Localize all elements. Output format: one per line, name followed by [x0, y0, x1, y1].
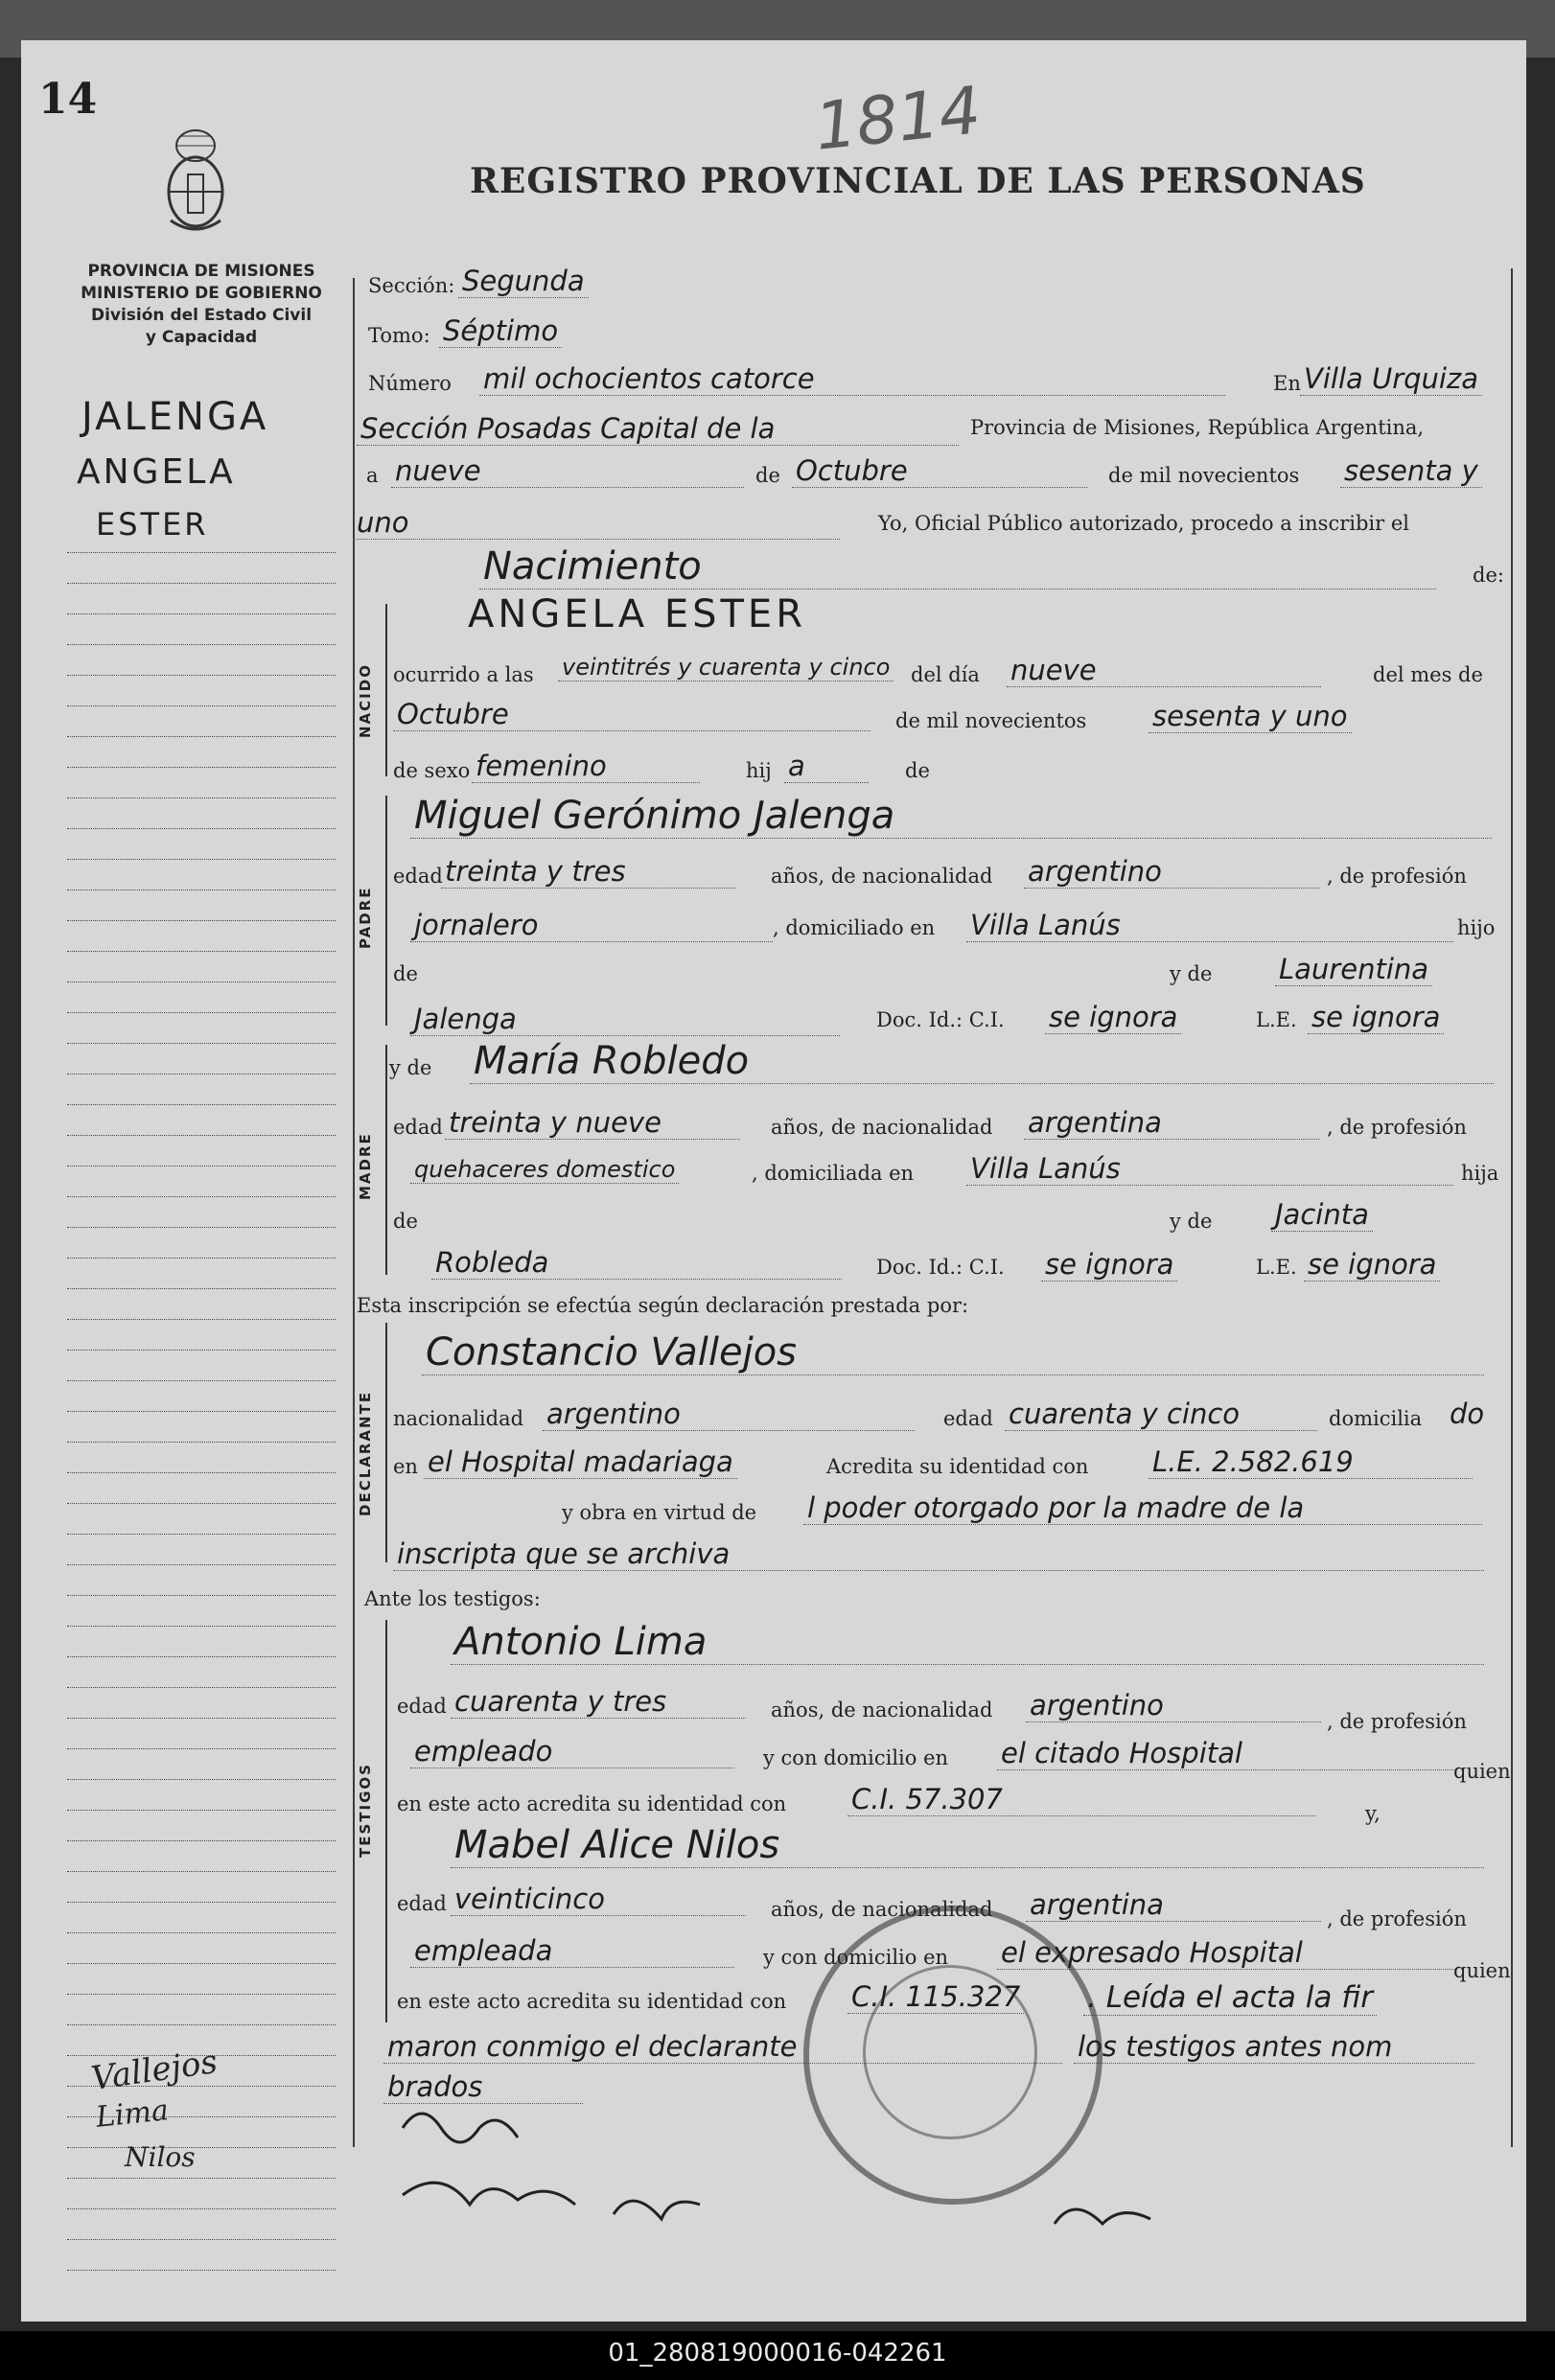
margin-rule-line [67, 1227, 336, 1228]
padre-profesion: jornalero [410, 909, 773, 942]
margin-rule-line [67, 1748, 336, 1749]
testigo1-quien: quien [1453, 1760, 1511, 1783]
margin-rule-line [67, 675, 336, 676]
coat-of-arms-icon [161, 125, 230, 240]
de-label: de [755, 464, 780, 487]
page-number: 14 [38, 75, 98, 124]
declarante-en-label: en [393, 1455, 418, 1478]
cierre-line-2: maron conmigo el declarante [383, 2030, 1062, 2064]
padre-bracket [385, 796, 387, 1026]
margin-rule-line [67, 2239, 336, 2240]
margin-rule-line [67, 951, 336, 952]
padre-edad: treinta y tres [441, 855, 736, 889]
cierre-line-3: los testigos antes nom [1074, 2030, 1474, 2064]
agency-line-2: MINISTERIO DE GOBIERNO [81, 284, 322, 303]
margin-rule-line [67, 1564, 336, 1565]
margin-rule-line [67, 2208, 336, 2209]
padre-edad-label: edad [393, 865, 443, 888]
numero-label: Número [368, 372, 452, 395]
margin-rule-line [67, 1534, 336, 1535]
hij-value: a [784, 750, 869, 783]
declarante-virtud-label: y obra en virtud de [562, 1501, 757, 1524]
madre-doc-label: Doc. Id.: C.I. [876, 1256, 1005, 1279]
margin-rule-line [67, 1258, 336, 1259]
declarante-domicilio: el Hospital madariaga [424, 1445, 737, 1479]
margin-rule-line [67, 1656, 336, 1657]
margin-rule-line [67, 1810, 336, 1811]
agency-line-3: División del Estado Civil [90, 306, 313, 325]
margin-rule-line [67, 1932, 336, 1933]
a-label: a [366, 464, 379, 487]
nacido-dia-value: nueve [1007, 654, 1321, 687]
madre-y-de-label: y de [389, 1056, 432, 1079]
testigo1-dom: el citado Hospital [997, 1737, 1455, 1770]
testigo2-prof: empleada [410, 1934, 734, 1968]
padre-le-label: L.E. [1256, 1008, 1297, 1031]
margin-rule-line [67, 859, 336, 860]
testigo2-edad-label: edad [397, 1892, 447, 1915]
margin-middle-name: ESTER [96, 506, 209, 543]
madre-madre-apellido: Robleda [431, 1246, 842, 1280]
margin-signature-3: Nilos [125, 2141, 196, 2173]
right-column-rule [1511, 268, 1513, 2147]
testigos-bracket [385, 1620, 387, 2022]
declarante-dom-cont: do [1450, 1398, 1485, 1430]
margin-rule-line [67, 1196, 336, 1197]
padre-yde-label: y de [1170, 962, 1213, 985]
margin-rule-line [67, 2147, 336, 2148]
signature-testigo-1 [403, 2183, 575, 2205]
margin-rule-line [67, 2270, 336, 2271]
margin-rule-line [67, 1135, 336, 1136]
margin-rule-line [67, 797, 336, 798]
testigo2-acredita: en este acto acredita su identidad con [397, 1990, 787, 2013]
padre-nombre: Miguel Gerónimo Jalenga [410, 794, 1492, 839]
margin-rule-line [67, 1718, 336, 1719]
padre-madre-nombre: Laurentina [1275, 953, 1432, 986]
madre-bracket [385, 1045, 387, 1275]
padre-hijo-label: hijo [1457, 916, 1496, 939]
seccion-posadas-value: Sección Posadas Capital de la [357, 412, 959, 446]
padre-doc-label: Doc. Id.: C.I. [876, 1008, 1005, 1031]
testigo1-nac-label: años, de nacionalidad [771, 1698, 993, 1721]
nacido-bracket [385, 604, 387, 776]
testigo1-acredita: en este acto acredita su identidad con [397, 1792, 787, 1815]
margin-rule-line [67, 1994, 336, 1995]
nacido-mes-value: Octubre [393, 698, 870, 731]
nacido-anio-value: sesenta y uno [1149, 700, 1352, 733]
declarante-nombre: Constancio Vallejos [422, 1330, 1484, 1375]
margin-first-name: ANGELA [77, 452, 236, 492]
seccion-value: Segunda [458, 265, 589, 298]
oficial-text: Yo, Oficial Público autorizado, procedo a inscribir el [878, 512, 1409, 535]
margin-rule-line [67, 552, 336, 553]
margin-rule-line [67, 1963, 336, 1964]
margin-rule-line [67, 920, 336, 921]
margin-rule-line [67, 1595, 336, 1596]
madre-nac-label: años, de nacionalidad [771, 1116, 993, 1139]
nacido-de-label: de [905, 759, 930, 782]
dia-value: nueve [391, 454, 744, 488]
agency-line-1: PROVINCIA DE MISIONES [87, 262, 315, 281]
madre-ci: se ignora [1041, 1248, 1177, 1282]
en-label: En [1273, 372, 1301, 395]
margin-rule-line [67, 1871, 336, 1872]
madre-section-label: MADRE [357, 1132, 374, 1200]
margin-rule-line [67, 2024, 336, 2025]
madre-madre-nombre: Jacinta [1271, 1198, 1373, 1232]
declarante-virtud: l poder otorgado por la madre de la [803, 1491, 1482, 1525]
testigo2-nombre: Mabel Alice Nilos [451, 1823, 1484, 1868]
margin-rule-line [67, 1840, 336, 1841]
madre-le-label: L.E. [1256, 1256, 1297, 1279]
madre-profesion: quehaceres domestico [410, 1156, 679, 1184]
margin-surname: JALENGA [81, 395, 269, 439]
margin-rule-line [67, 1288, 336, 1289]
testigo2-nac: argentina [1026, 1888, 1321, 1922]
testigo2-quien: quien [1453, 1959, 1511, 1982]
del-mes-label: del mes de [1373, 663, 1483, 686]
register-number: 1814 [811, 73, 985, 166]
madre-yde-label: y de [1170, 1210, 1213, 1233]
cierre-line-1: . Leída el acta la fir [1083, 1980, 1377, 2016]
testigos-section-label: TESTIGOS [357, 1763, 374, 1858]
margin-signature-2: Lima [94, 2093, 171, 2135]
declarante-edad: cuarenta y cinco [1005, 1398, 1317, 1431]
madre-edad: treinta y nueve [445, 1106, 740, 1140]
mes-value: Octubre [792, 454, 1087, 488]
margin-rule-line [67, 1687, 336, 1688]
margin-rule-line [67, 1442, 336, 1443]
margin-rule-line [67, 1380, 336, 1381]
margin-rule-line [67, 583, 336, 584]
anio-label: de mil novecientos [1108, 464, 1300, 487]
left-column-rule [353, 278, 355, 2147]
signature-oficial [1055, 2209, 1150, 2224]
margin-rule-line [67, 828, 336, 829]
margin-rule-line [67, 1012, 336, 1013]
nacido-section-label: NACIDO [357, 663, 374, 738]
file-id: 01_280819000016-042261 [608, 2339, 947, 2368]
margin-rule-line [67, 613, 336, 614]
anio-value: sesenta y [1340, 454, 1482, 488]
cierre-line-4: brados [383, 2070, 583, 2104]
margin-rule-line [67, 1319, 336, 1320]
padre-de-label: de [393, 962, 418, 985]
margin-rule-line [67, 1779, 336, 1780]
tipo-acta-value: Nacimiento [479, 544, 1436, 589]
padre-domicilio: Villa Lanús [966, 909, 1453, 942]
margin-rule-line [67, 1503, 336, 1504]
padre-dom-label: , domiciliado en [773, 916, 936, 939]
margin-rule-line [67, 705, 336, 706]
margin-rule-line [67, 1472, 336, 1473]
padre-madre-apellido: Jalenga [410, 1003, 840, 1036]
testigo1-nac: argentino [1026, 1689, 1321, 1722]
declaracion-intro: Esta inscripción se efectúa según declaración prestada por: [357, 1294, 969, 1317]
margin-rule-line [67, 1350, 336, 1351]
testigo1-prof-label: , de profesión [1327, 1710, 1467, 1733]
sexo-value: femenino [472, 750, 700, 783]
declarante-bracket [385, 1323, 387, 1562]
margin-rule-line [67, 1043, 336, 1044]
testigo1-edad-label: edad [397, 1695, 447, 1718]
ocurrido-label: ocurrido a las [393, 663, 534, 686]
testigo2-edad: veinticinco [451, 1883, 746, 1916]
madre-de-label: de [393, 1210, 418, 1233]
testigo2-nac-label: años, de nacionalidad [771, 1898, 993, 1921]
margin-rule-line [67, 1166, 336, 1167]
testigo1-dom-label: y con domicilio en [763, 1746, 949, 1769]
testigo2-doc: C.I. 115.327 [847, 1980, 1024, 2014]
signature-testigo-2 [614, 2201, 700, 2219]
inscribed-name: ANGELA ESTER [468, 592, 806, 636]
madre-le: se ignora [1304, 1248, 1440, 1282]
numero-value: mil ochocientos catorce [479, 362, 1225, 396]
tomo-value: Séptimo [439, 314, 562, 348]
tomo-label: Tomo: [368, 324, 430, 347]
testigo2-dom: el expresado Hospital [997, 1936, 1455, 1970]
declarante-edad-label: edad [943, 1407, 993, 1430]
declarante-doc: L.E. 2.582.619 [1149, 1445, 1473, 1479]
margin-rule-line [67, 767, 336, 768]
padre-le: se ignora [1308, 1001, 1444, 1034]
padre-ci: se ignora [1045, 1001, 1181, 1034]
testigos-intro: Ante los testigos: [364, 1587, 541, 1610]
margin-rule-line [67, 1411, 336, 1412]
document-title: REGISTRO PROVINCIAL DE LAS PERSONAS [470, 161, 1366, 201]
padre-nacionalidad: argentino [1024, 855, 1319, 889]
testigo1-doc: C.I. 57.307 [847, 1783, 1315, 1816]
hora-value: veintitrés y cuarenta y cinco [558, 654, 894, 682]
madre-edad-label: edad [393, 1116, 443, 1139]
testigo1-edad: cuarenta y tres [451, 1685, 746, 1719]
margin-rule-line [67, 1902, 336, 1903]
seccion-label: Sección: [368, 274, 455, 297]
testigo2-dom-label: y con domicilio en [763, 1946, 949, 1969]
testigo1-nombre: Antonio Lima [451, 1620, 1484, 1665]
agency-header [67, 261, 336, 349]
lugar-value: Villa Urquiza [1300, 362, 1482, 396]
madre-nombre: María Robledo [470, 1039, 1494, 1084]
madre-hija-label: hija [1461, 1162, 1499, 1185]
madre-nacionalidad: argentina [1024, 1106, 1319, 1140]
declarante-section-label: DECLARANTE [357, 1390, 374, 1516]
margin-rule-line [67, 2178, 336, 2179]
provincia-text: Provincia de Misiones, República Argentina, [970, 416, 1425, 439]
declarante-virtud-cont: inscripta que se archiva [393, 1537, 1484, 1571]
anio-value-cont: uno [353, 506, 840, 540]
del-dia-label: del día [911, 663, 980, 686]
de-colon-label: de: [1473, 564, 1504, 587]
declarante-dom-label: domicilia [1329, 1407, 1423, 1430]
declarante-nacionalidad: argentino [543, 1398, 915, 1431]
agency-line-4: y Capacidad [145, 328, 258, 347]
margin-rule-line [67, 644, 336, 645]
testigo-y-label: y, [1365, 1802, 1381, 1825]
padre-section-label: PADRE [357, 886, 374, 949]
testigo2-prof-label: , de profesión [1327, 1907, 1467, 1930]
madre-prof-label: , de profesión [1327, 1116, 1467, 1139]
margin-rule-line [67, 1626, 336, 1627]
nacido-anio-label: de mil novecientos [895, 709, 1087, 732]
testigo1-prof: empleado [410, 1735, 734, 1768]
madre-dom-label: , domiciliada en [752, 1162, 915, 1185]
margin-rule-line [67, 736, 336, 737]
padre-prof-label: , de profesión [1327, 865, 1467, 888]
signature-declarante [403, 2114, 518, 2142]
hij-label: hij [746, 759, 772, 782]
declarante-acredita: Acredita su identidad con [826, 1455, 1089, 1478]
margin-rule-line [67, 1104, 336, 1105]
margin-signature-1: Vallejos [88, 2043, 220, 2098]
madre-domicilio: Villa Lanús [966, 1152, 1453, 1186]
signatures-area [383, 2090, 1486, 2262]
sexo-label: de sexo [393, 759, 471, 782]
padre-nac-label: años, de nacionalidad [771, 865, 993, 888]
declarante-nac-label: nacionalidad [393, 1407, 524, 1430]
